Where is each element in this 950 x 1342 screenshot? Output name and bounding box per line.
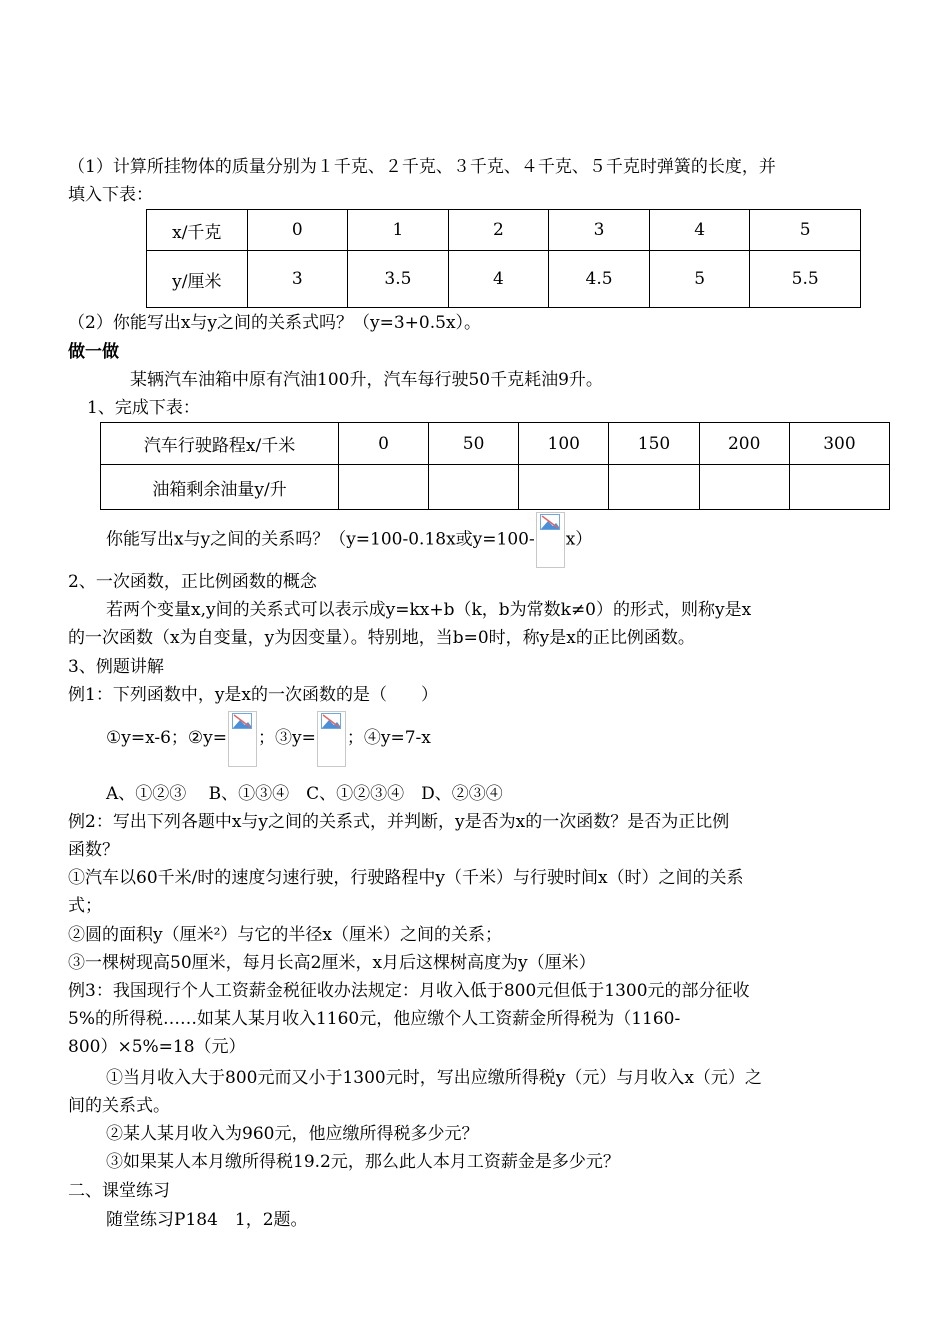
table2-cell: 150	[609, 423, 699, 465]
spring-length-table	[146, 209, 861, 308]
table2-header-y: 油箱剩余油量y/升	[101, 465, 339, 510]
activity-title: 做一做	[68, 342, 119, 362]
table1-cell: 0	[247, 210, 348, 251]
example-3-line-3: 800）×5%=18（元）	[68, 1037, 246, 1057]
example-2-item-2: ②圆的面积y（厘米²）与它的半径x（厘米）之间的关系；	[68, 925, 503, 945]
table2-empty-cell	[699, 465, 789, 510]
table1-cell: 1	[348, 210, 449, 251]
table2-empty-cell	[609, 465, 699, 510]
table2-cell: 200	[699, 423, 789, 465]
example-2-item-1-line-2: 式；	[68, 896, 102, 916]
example-3-question-3: ③如果某人本月缴所得税19.2元，那么此人本月工资薪金是多少元？	[106, 1152, 620, 1172]
ex1-option-text: ；③y=	[258, 728, 316, 748]
example-3-question-1-line-1: ①当月收入大于800元而又小于1300元时，写出应缴所得税y（元）与月收入x（元）之	[106, 1068, 762, 1088]
question-1-line-2: 填入下表：	[68, 185, 153, 205]
example-2-line-1: 例2：写出下列各题中x与y之间的关系式，并判断，y是否为x的一次函数？是否为正比例	[68, 812, 730, 832]
table1-cell: 2	[448, 210, 549, 251]
example-2-item-3: ③一棵树现高50厘米，每月长高2厘米，x月后这棵树高度为y（厘米）	[68, 953, 596, 973]
concept-line-1: 若两个变量x,y间的关系式可以表示成y=kx+b（k，b为常数k≠0）的形式，则称y是x	[106, 600, 752, 620]
table1-cell: 4	[649, 210, 750, 251]
question-2: （2）你能写出x与y之间的关系式吗？（y=3+0.5x）。	[68, 313, 482, 333]
activity-intro: 某辆汽车油箱中原有汽油100升，汽车每行驶50千克耗油9升。	[130, 370, 603, 390]
fuel-table	[100, 422, 890, 510]
practice-heading: 二、课堂练习	[68, 1181, 170, 1201]
table1-cell: 5	[750, 210, 861, 251]
table2-cell: 100	[519, 423, 609, 465]
question-1-line-1: （1）计算所挂物体的质量分别为１千克、２千克、３千克、４千克、５千克时弹簧的长度，并	[68, 157, 776, 177]
table2-empty-cell	[339, 465, 429, 510]
table2-header-x: 汽车行驶路程x/千米	[101, 423, 339, 465]
relation-text-before: 你能写出x与y之间的关系吗？（y=100-0.18x或y=100-	[106, 529, 535, 550]
example-2-item-1-line-1: ①汽车以60千米/时的速度匀速行驶，行驶路程中y（千米）与行驶时间x（时）之间的关系	[68, 868, 744, 888]
broken-image-icon	[228, 711, 257, 767]
table1-header-y: y/厘米	[147, 251, 248, 308]
table1-cell: 3.5	[348, 251, 449, 308]
table1-cell: 5.5	[750, 251, 861, 308]
relation-question	[106, 512, 592, 566]
example-3-line-2: 5%的所得税……如某人某月收入1160元，他应缴个人工资薪金所得税为（1160-	[68, 1009, 681, 1029]
example-1-choices: A、①②③ B、①③④ C、①②③④ D、②③④	[106, 784, 503, 804]
example-3-question-2: ②某人某月收入为960元，他应缴所得税多少元？	[106, 1124, 479, 1144]
broken-image-icon	[317, 711, 346, 767]
table1-cell: 4	[448, 251, 549, 308]
table1-cell: 4.5	[549, 251, 650, 308]
example-3-line-1: 例3：我国现行个人工资薪金税征收办法规定：月收入低于800元但低于1300元的部分征收	[68, 981, 750, 1001]
table2-cell: 0	[339, 423, 429, 465]
table2-cell: 50	[429, 423, 519, 465]
table1-header-x: x/千克	[147, 210, 248, 251]
ex1-option-text: ；④y=7-x	[346, 728, 431, 748]
table2-empty-cell	[789, 465, 889, 510]
examples-heading: 3、例题讲解	[68, 657, 164, 677]
table1-cell: 3	[247, 251, 348, 308]
concept-heading: 2、一次函数，正比例函数的概念	[68, 572, 317, 592]
table2-empty-cell	[519, 465, 609, 510]
example-3-question-1-line-2: 间的关系式。	[68, 1096, 170, 1116]
example-2-line-2: 函数？	[68, 840, 119, 860]
example-1-options	[106, 710, 431, 766]
table2-empty-cell	[429, 465, 519, 510]
practice-content: 随堂练习P184 1，2题。	[106, 1210, 308, 1230]
concept-line-2: 的一次函数（x为自变量，y为因变量）。特别地，当b=0时，称y是x的正比例函数。	[68, 628, 695, 648]
ex1-option-text: ①y=x-6；②y=	[106, 728, 228, 748]
task-1-label: 1、完成下表：	[87, 398, 200, 418]
relation-text-after: x）	[565, 529, 593, 550]
table1-cell: 3	[549, 210, 650, 251]
table2-cell: 300	[789, 423, 889, 465]
broken-image-icon	[536, 512, 565, 568]
example-1-title: 例1：下列函数中，y是x的一次函数的是（ ）	[68, 685, 439, 705]
table1-cell: 5	[649, 251, 750, 308]
